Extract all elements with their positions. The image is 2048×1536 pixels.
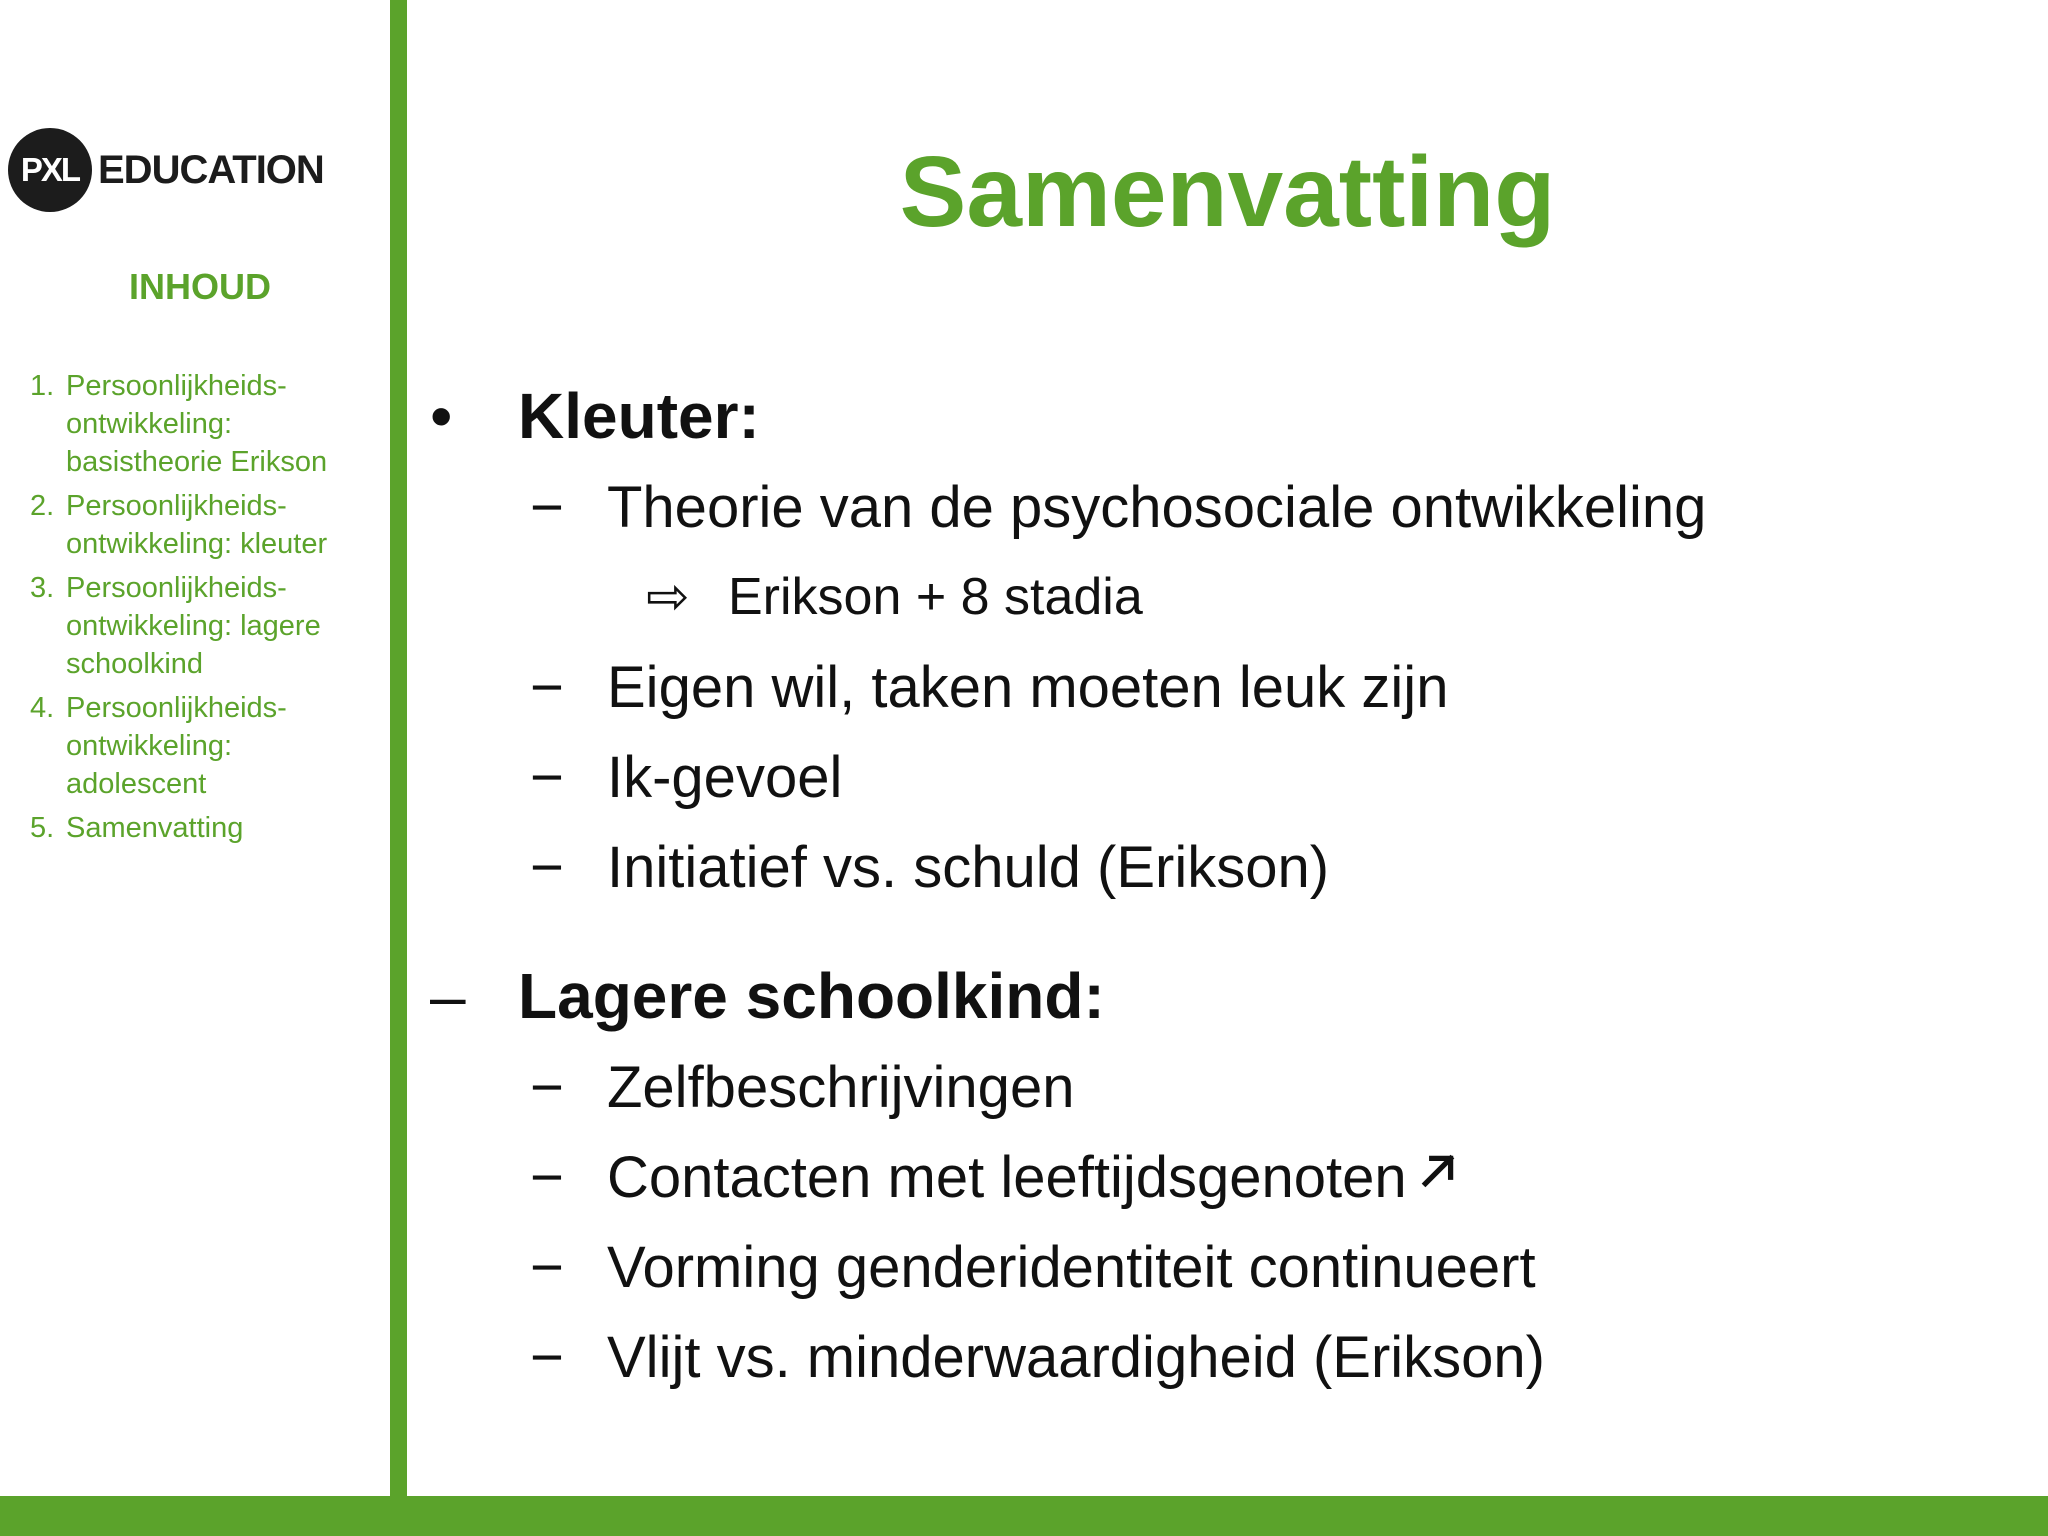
dash-marker: − <box>530 744 564 810</box>
toc-list <box>30 367 380 853</box>
list-item-text: Ik-gevoel <box>607 744 843 810</box>
dash-marker: – <box>430 960 466 1032</box>
toc-item-label: Samenvatting <box>66 812 244 844</box>
toc-item-number: 2. <box>30 490 55 522</box>
toc-item-number: 3. <box>30 572 55 604</box>
list-item-text: Theorie van de psychosociale ontwikkeling <box>607 474 1707 540</box>
section-heading-lagere-schoolkind <box>430 950 2030 1042</box>
list-item-text: Zelfbeschrijvingen <box>607 1054 1075 1120</box>
dash-marker: − <box>530 654 564 720</box>
toc-item-label: Persoonlijkheids-ontwikkeling: basistheorie Erikson <box>66 370 328 478</box>
slide-content <box>430 370 2030 1402</box>
list-item-text: Vorming genderidentiteit continueert <box>607 1234 1536 1300</box>
list-item <box>430 1132 2030 1222</box>
arrow-up-right-icon <box>1417 1150 1459 1192</box>
section-gap <box>430 912 2030 950</box>
dash-marker: − <box>530 474 564 540</box>
section-heading-text: Lagere schoolkind: <box>518 960 1105 1032</box>
toc-item-label: Persoonlijkheids-ontwikkeling: kleuter <box>66 490 328 560</box>
logo-text: EDUCATION <box>98 147 324 192</box>
dash-marker: − <box>530 1144 564 1210</box>
bullet-marker: • <box>430 380 453 452</box>
vertical-divider <box>390 0 407 1536</box>
list-item <box>430 732 2030 822</box>
section-heading-text: Kleuter: <box>518 380 760 452</box>
bottom-bar <box>0 1496 2048 1536</box>
toc-item-4[interactable] <box>30 689 380 803</box>
list-subitem-text: Erikson + 8 stadia <box>728 568 1143 626</box>
dash-marker: − <box>530 1324 564 1390</box>
list-item <box>430 462 2030 552</box>
list-subitem <box>430 552 2030 642</box>
toc-item-number: 1. <box>30 370 55 402</box>
list-item <box>430 642 2030 732</box>
slide-title: Samenvatting <box>899 136 1556 248</box>
arrow-right-icon: ⇨ <box>646 568 690 626</box>
list-item-with-icon <box>607 1144 1459 1211</box>
toc-item-1[interactable] <box>30 367 380 481</box>
toc-item-5[interactable] <box>30 809 380 847</box>
list-item-text: Vlijt vs. minderwaardigheid (Erikson) <box>607 1324 1545 1390</box>
toc-heading: INHOUD <box>129 266 271 307</box>
dash-marker: − <box>530 1234 564 1300</box>
list-item <box>430 1222 2030 1312</box>
toc-item-2[interactable] <box>30 487 380 563</box>
list-item <box>430 1312 2030 1402</box>
logo-mark: PXL <box>8 128 92 212</box>
list-item-text: Eigen wil, taken moeten leuk zijn <box>607 654 1449 720</box>
sidebar <box>0 0 390 1496</box>
dash-marker: − <box>530 834 564 900</box>
list-item-text: Contacten met leeftijdsgenoten <box>607 1144 1407 1210</box>
dash-marker: − <box>530 1054 564 1120</box>
toc-item-number: 4. <box>30 692 55 724</box>
toc-item-label: Persoonlijkheids-ontwikkeling: adolescent <box>66 692 287 800</box>
toc-item-3[interactable] <box>30 569 380 683</box>
list-item <box>430 822 2030 912</box>
toc-item-label: Persoonlijkheids-ontwikkeling: lagere schoolkind <box>66 572 321 680</box>
section-heading-kleuter <box>430 370 2030 462</box>
toc-item-number: 5. <box>30 812 55 844</box>
list-item-text: Initiatief vs. schuld (Erikson) <box>607 834 1330 900</box>
pxl-education-logo <box>8 128 324 212</box>
list-item <box>430 1042 2030 1132</box>
